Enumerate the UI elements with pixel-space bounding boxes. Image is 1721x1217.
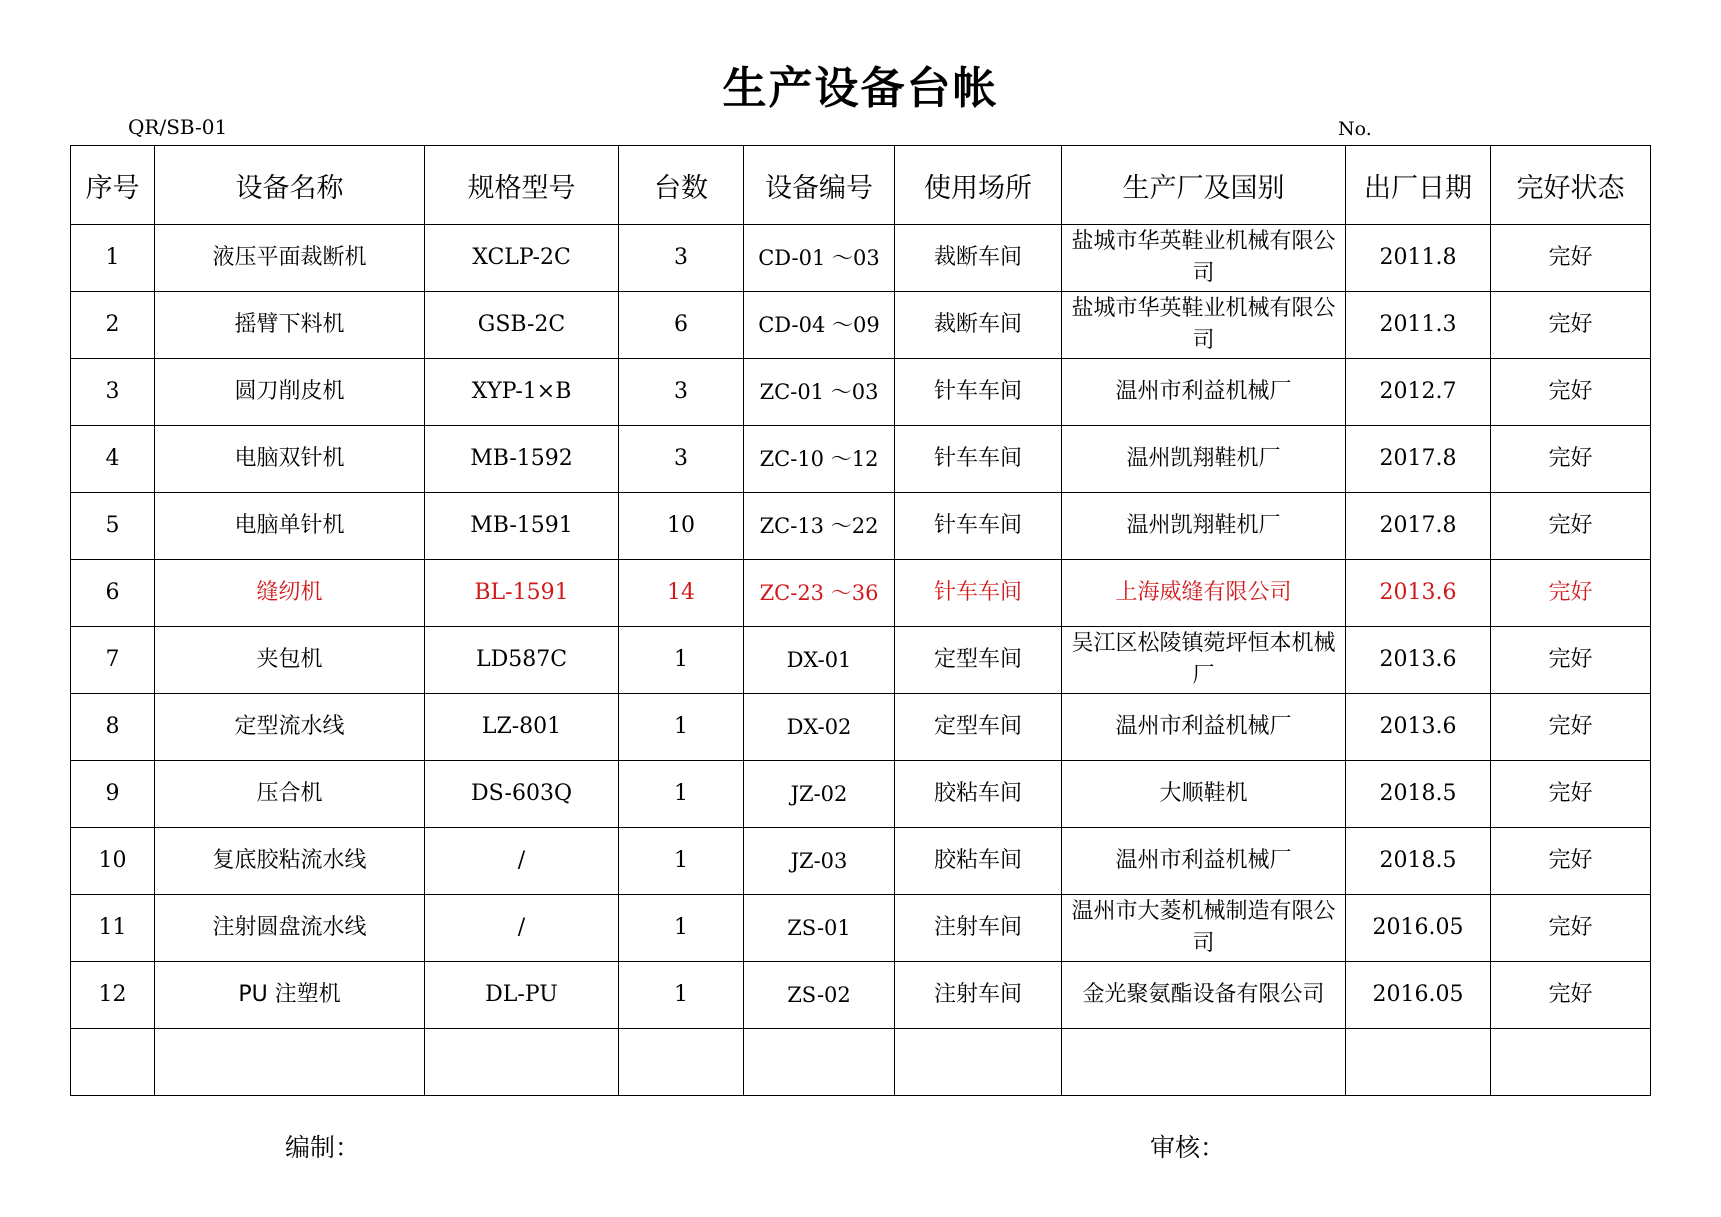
cell-location: 针车车间 [895,560,1062,627]
column-header-code: 设备编号 [744,146,895,225]
cell-date [1346,1029,1491,1096]
cell-status: 完好 [1491,895,1651,962]
cell-maker: 温州市利益机械厂 [1062,359,1346,426]
cell-maker: 盐城市华英鞋业机械有限公司 [1062,225,1346,292]
cell-code [744,1029,895,1096]
cell-maker: 温州凯翔鞋机厂 [1062,426,1346,493]
table-row-empty [71,1029,1651,1096]
table-row [71,426,1651,493]
cell-seq: 2 [71,292,155,359]
cell-model: LZ-801 [425,694,619,761]
cell-location: 针车车间 [895,359,1062,426]
cell-qty: 1 [619,694,744,761]
cell-maker: 温州市利益机械厂 [1062,828,1346,895]
cell-qty: 1 [619,895,744,962]
column-header-status: 完好状态 [1491,146,1651,225]
cell-maker: 上海威缝有限公司 [1062,560,1346,627]
cell-model [425,1029,619,1096]
cell-maker: 金光聚氨酯设备有限公司 [1062,962,1346,1029]
cell-location: 胶粘车间 [895,828,1062,895]
cell-model: XYP-1×B [425,359,619,426]
table-row [71,828,1651,895]
document-code: QR/SB-01 [128,115,228,139]
cell-location: 定型车间 [895,694,1062,761]
cell-seq: 10 [71,828,155,895]
cell-date: 2016.05 [1346,895,1491,962]
cell-qty [619,1029,744,1096]
column-header-seq: 序号 [71,146,155,225]
cell-location: 裁断车间 [895,225,1062,292]
cell-model: DS-603Q [425,761,619,828]
cell-model: XCLP-2C [425,225,619,292]
cell-date: 2012.7 [1346,359,1491,426]
reviewed-by-label: 审核： [1150,1133,1226,1162]
table-header-row [71,146,1651,225]
cell-model: / [425,828,619,895]
table-row [71,225,1651,292]
cell-maker: 吴江区松陵镇菀坪恒本机械厂 [1062,627,1346,694]
cell-name: 电脑双针机 [155,426,425,493]
cell-seq: 1 [71,225,155,292]
cell-code: ZC-13 ～22 [744,493,895,560]
cell-date: 2011.3 [1346,292,1491,359]
column-header-location: 使用场所 [895,146,1062,225]
cell-model: BL-1591 [425,560,619,627]
cell-seq: 5 [71,493,155,560]
cell-code: ZC-10 ～12 [744,426,895,493]
cell-seq [71,1029,155,1096]
cell-location: 注射车间 [895,895,1062,962]
cell-qty: 10 [619,493,744,560]
cell-name: 注射圆盘流水线 [155,895,425,962]
cell-status: 完好 [1491,292,1651,359]
cell-status: 完好 [1491,828,1651,895]
table-row [71,627,1651,694]
cell-model: MB-1591 [425,493,619,560]
cell-date: 2013.6 [1346,560,1491,627]
cell-status: 完好 [1491,694,1651,761]
cell-location: 裁断车间 [895,292,1062,359]
cell-maker: 温州市利益机械厂 [1062,694,1346,761]
page-title: 生产设备台帐 [722,63,999,114]
cell-code: ZS-01 [744,895,895,962]
cell-seq: 9 [71,761,155,828]
cell-date: 2016.05 [1346,962,1491,1029]
table-row [71,761,1651,828]
cell-status: 完好 [1491,761,1651,828]
table-row [71,694,1651,761]
cell-seq: 3 [71,359,155,426]
cell-code: ZS-02 [744,962,895,1029]
cell-location: 胶粘车间 [895,761,1062,828]
cell-code: CD-04 ～09 [744,292,895,359]
table-row-highlighted [71,560,1651,627]
table-row [71,962,1651,1029]
cell-name: 圆刀削皮机 [155,359,425,426]
cell-status: 完好 [1491,359,1651,426]
cell-status: 完好 [1491,426,1651,493]
table-row [71,895,1651,962]
cell-name: 摇臂下料机 [155,292,425,359]
cell-location: 注射车间 [895,962,1062,1029]
cell-name: 定型流水线 [155,694,425,761]
cell-name: 复底胶粘流水线 [155,828,425,895]
cell-date: 2017.8 [1346,426,1491,493]
document-number-label: No. [1338,118,1372,140]
cell-status: 完好 [1491,962,1651,1029]
cell-model: DL-PU [425,962,619,1029]
cell-qty: 3 [619,359,744,426]
cell-date: 2017.8 [1346,493,1491,560]
table-row [71,292,1651,359]
cell-code: CD-01 ～03 [744,225,895,292]
cell-date: 2013.6 [1346,694,1491,761]
cell-location: 针车车间 [895,426,1062,493]
cell-seq: 8 [71,694,155,761]
cell-code: ZC-01 ～03 [744,359,895,426]
cell-seq: 11 [71,895,155,962]
cell-model: MB-1592 [425,426,619,493]
cell-maker: 大顺鞋机 [1062,761,1346,828]
cell-date: 2018.5 [1346,828,1491,895]
cell-name: 缝纫机 [155,560,425,627]
cell-seq: 6 [71,560,155,627]
cell-status: 完好 [1491,560,1651,627]
column-header-model: 规格型号 [425,146,619,225]
cell-code: DX-01 [744,627,895,694]
cell-location: 针车车间 [895,493,1062,560]
cell-code: JZ-03 [744,828,895,895]
cell-maker [1062,1029,1346,1096]
table-row [71,493,1651,560]
column-header-name: 设备名称 [155,146,425,225]
cell-name: 液压平面裁断机 [155,225,425,292]
cell-seq: 4 [71,426,155,493]
cell-code: ZC-23 ～36 [744,560,895,627]
cell-name: PU 注塑机 [155,962,425,1029]
cell-name [155,1029,425,1096]
cell-name: 压合机 [155,761,425,828]
cell-code: JZ-02 [744,761,895,828]
cell-status [1491,1029,1651,1096]
cell-location: 定型车间 [895,627,1062,694]
column-header-date: 出厂日期 [1346,146,1491,225]
cell-qty: 1 [619,761,744,828]
cell-seq: 12 [71,962,155,1029]
cell-location [895,1029,1062,1096]
cell-model: GSB-2C [425,292,619,359]
table-row [71,359,1651,426]
cell-qty: 14 [619,560,744,627]
cell-model: / [425,895,619,962]
cell-date: 2013.6 [1346,627,1491,694]
cell-status: 完好 [1491,627,1651,694]
cell-qty: 6 [619,292,744,359]
cell-maker: 盐城市华英鞋业机械有限公司 [1062,292,1346,359]
cell-name: 电脑单针机 [155,493,425,560]
column-header-maker: 生产厂及国别 [1062,146,1346,225]
cell-name: 夹包机 [155,627,425,694]
cell-qty: 3 [619,225,744,292]
cell-date: 2018.5 [1346,761,1491,828]
equipment-ledger-table [70,145,1651,1096]
cell-qty: 1 [619,627,744,694]
cell-seq: 7 [71,627,155,694]
cell-qty: 3 [619,426,744,493]
cell-maker: 温州凯翔鞋机厂 [1062,493,1346,560]
cell-maker: 温州市大菱机械制造有限公司 [1062,895,1346,962]
prepared-by-label: 编制： [285,1133,361,1162]
column-header-qty: 台数 [619,146,744,225]
cell-qty: 1 [619,962,744,1029]
cell-code: DX-02 [744,694,895,761]
cell-status: 完好 [1491,225,1651,292]
cell-date: 2011.8 [1346,225,1491,292]
cell-status: 完好 [1491,493,1651,560]
cell-qty: 1 [619,828,744,895]
cell-model: LD587C [425,627,619,694]
